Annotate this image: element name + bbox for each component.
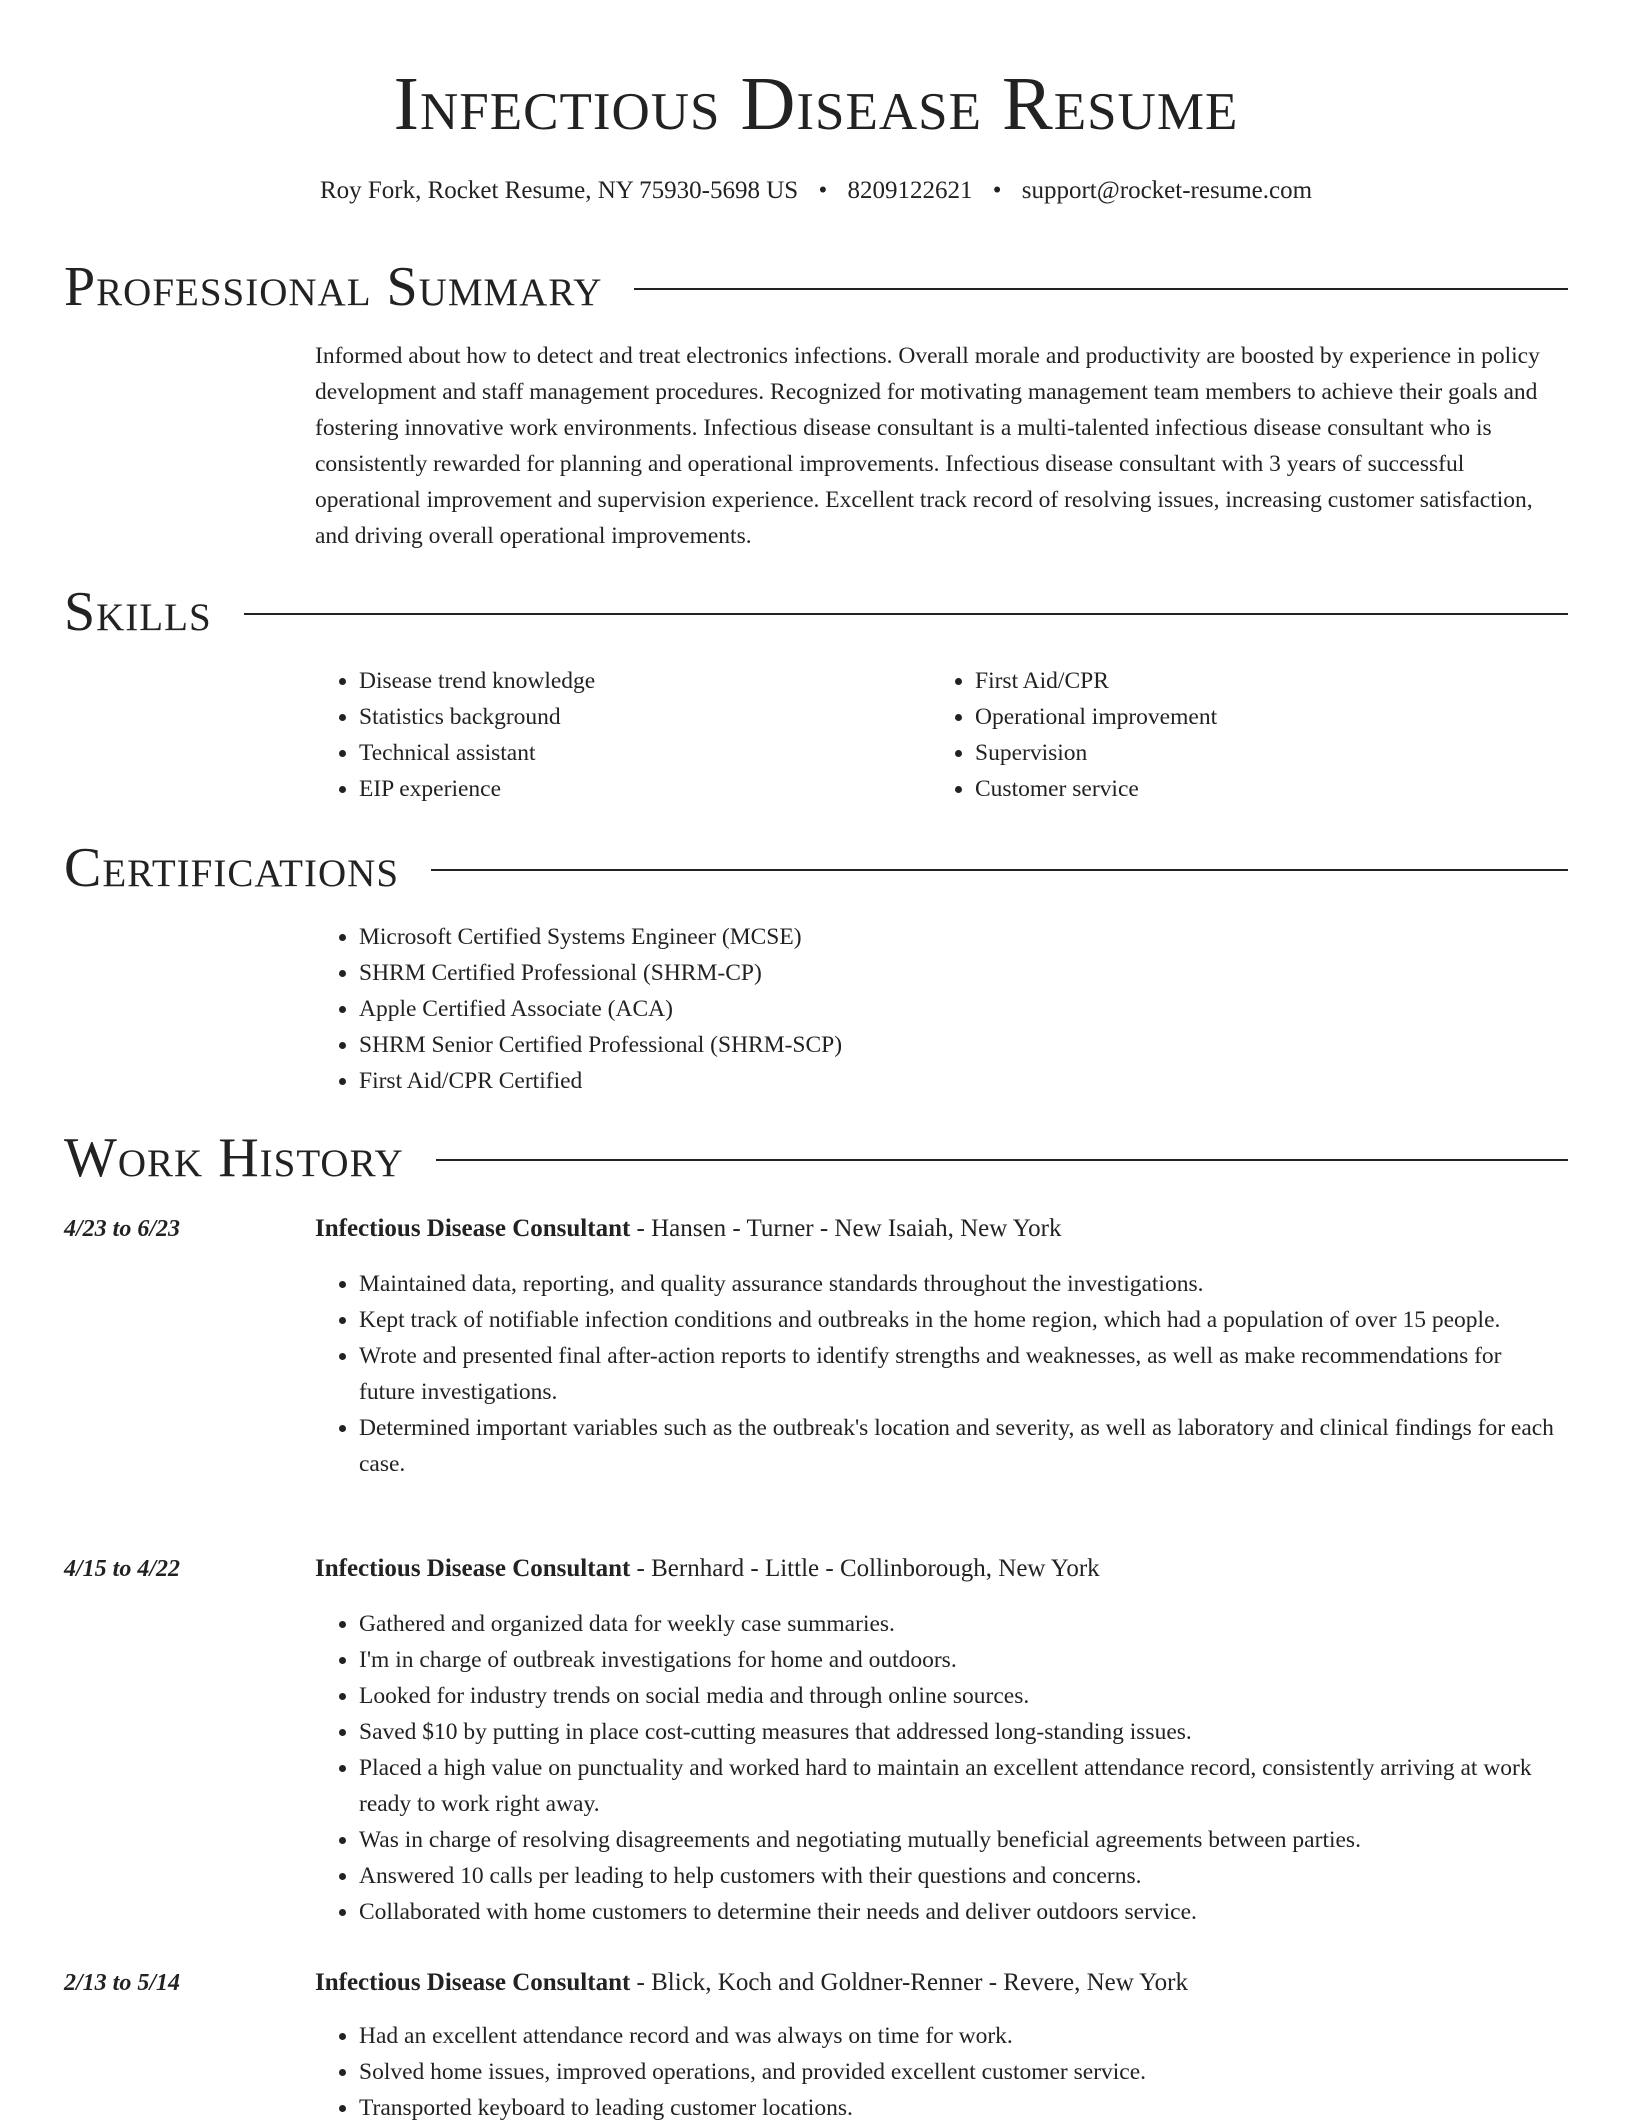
skill-item: • Disease trend knowledge bbox=[359, 663, 915, 699]
job-company: - Bernhard - Little - Collinborough, New York bbox=[630, 1555, 1100, 1582]
job-bullet: • Saved $10 by putting in place cost-cutting measures that addressed long-standing issues. bbox=[359, 1714, 1555, 1750]
job-company: - Blick, Koch and Goldner-Renner - Revere, New York bbox=[630, 1969, 1188, 1996]
job-title: Infectious Disease Consultant bbox=[315, 1555, 631, 1582]
summary-section-header bbox=[64, 255, 1568, 319]
page-title: Infectious Disease Resume bbox=[393, 62, 1239, 146]
summary-text: Informed about how to detect and treat electronics infections. Overall morale and productivity are boosted by experience in policy development and staff management procedures. Recognized for motivating management team members to achieve their goals and fostering innovative work environments. Infectious disease consultant is a multi-talented infectious disease consultant who is consistently rewarded for planning and operational improvements. Infectious disease consultant with 3 years of successful operational improvement and supervision experience. Excellent track record of resolving issues, increasing customer satisfaction, and driving overall operational improvements. bbox=[315, 343, 1540, 549]
certification-item: • SHRM Senior Certified Professional (SHRM-SCP) bbox=[359, 1027, 1315, 1063]
contact-email: support@rocket-resume.com bbox=[1021, 177, 1313, 204]
job-bullet: • Kept track of notifiable infection conditions and outbreaks in the home region, which had a population of over 15 people. bbox=[359, 1302, 1555, 1338]
job-title: Infectious Disease Consultant bbox=[315, 1215, 631, 1242]
contact-address: Roy Fork, Rocket Resume, NY 75930-5698 US bbox=[319, 177, 799, 204]
work-history-heading: Work History bbox=[64, 1127, 404, 1189]
section-divider bbox=[436, 1159, 1568, 1161]
job-bullet: • Gathered and organized data for weekly case summaries. bbox=[359, 1606, 1555, 1642]
job-company: - Hansen - Turner - New Isaiah, New York bbox=[630, 1215, 1062, 1242]
certifications-heading: Certifications bbox=[64, 837, 400, 899]
certifications-list bbox=[315, 919, 1315, 1099]
job-bullet: • Had an excellent attendance record and was always on time for work. bbox=[359, 2018, 1555, 2054]
job-title: Infectious Disease Consultant bbox=[315, 1969, 631, 1996]
job-bullets bbox=[315, 2018, 1555, 2126]
job-bullet: • Solved home issues, improved operations, and provided excellent customer service. bbox=[359, 2054, 1555, 2090]
certification-item: • Microsoft Certified Systems Engineer (MCSE) bbox=[359, 919, 1315, 955]
contact-separator: • bbox=[992, 177, 1002, 204]
job-bullet: • Transported keyboard to leading customer locations. bbox=[359, 2090, 1555, 2126]
job-dates: 4/15 to 4/22 bbox=[64, 1556, 181, 1582]
work-history-section-header bbox=[64, 1126, 1568, 1190]
job-bullets bbox=[315, 1266, 1555, 1482]
job-bullet: • Maintained data, reporting, and quality assurance standards throughout the investigations. bbox=[359, 1266, 1555, 1302]
section-divider bbox=[244, 613, 1568, 615]
contact-phone: 8209122621 bbox=[847, 177, 973, 204]
job-heading bbox=[315, 1551, 1551, 1587]
summary-heading: Professional Summary bbox=[64, 256, 603, 318]
skill-item: • EIP experience bbox=[359, 771, 915, 807]
job-bullet: • Collaborated with home customers to determine their needs and deliver outdoors service. bbox=[359, 1894, 1555, 1930]
skills-section-header bbox=[64, 580, 1568, 644]
section-divider bbox=[634, 288, 1568, 290]
skills-list-right bbox=[931, 663, 1531, 807]
job-bullet: • Was in charge of resolving disagreements and negotiating mutually beneficial agreements between parties. bbox=[359, 1822, 1555, 1858]
skill-item: • Operational improvement bbox=[975, 699, 1531, 735]
job-dates: 2/13 to 5/14 bbox=[64, 1970, 181, 1996]
job-bullets bbox=[315, 1606, 1555, 1930]
job-bullet: • Placed a high value on punctuality and worked hard to maintain an excellent attendance record, consistently arriving at work ready to work right away. bbox=[359, 1750, 1555, 1822]
contact-line bbox=[0, 174, 1632, 208]
skills-heading: Skills bbox=[64, 581, 212, 643]
certifications-section-header bbox=[64, 836, 1568, 900]
skill-item: • Supervision bbox=[975, 735, 1531, 771]
job-bullet: • I'm in charge of outbreak investigations for home and outdoors. bbox=[359, 1642, 1555, 1678]
certification-item: • First Aid/CPR Certified bbox=[359, 1063, 1315, 1099]
skill-item: • Statistics background bbox=[359, 699, 915, 735]
job-bullet: • Determined important variables such as the outbreak's location and severity, as well as laboratory and clinical findings for each case. bbox=[359, 1410, 1555, 1482]
skill-item: • Technical assistant bbox=[359, 735, 915, 771]
contact-separator: • bbox=[818, 177, 828, 204]
skills-list-left bbox=[315, 663, 915, 807]
skill-item: • Customer service bbox=[975, 771, 1531, 807]
section-divider bbox=[431, 869, 1568, 871]
job-bullet: • Answered 10 calls per leading to help customers with their questions and concerns. bbox=[359, 1858, 1555, 1894]
certification-item: • Apple Certified Associate (ACA) bbox=[359, 991, 1315, 1027]
job-heading bbox=[315, 1965, 1551, 2001]
certification-item: • SHRM Certified Professional (SHRM-CP) bbox=[359, 955, 1315, 991]
job-bullet: • Wrote and presented final after-action reports to identify strengths and weaknesses, as well as make recommendations for future investigations. bbox=[359, 1338, 1555, 1410]
skill-item: • First Aid/CPR bbox=[975, 663, 1531, 699]
job-bullet: • Looked for industry trends on social media and through online sources. bbox=[359, 1678, 1555, 1714]
job-dates: 4/23 to 6/23 bbox=[64, 1216, 181, 1242]
job-heading bbox=[315, 1211, 1551, 1247]
